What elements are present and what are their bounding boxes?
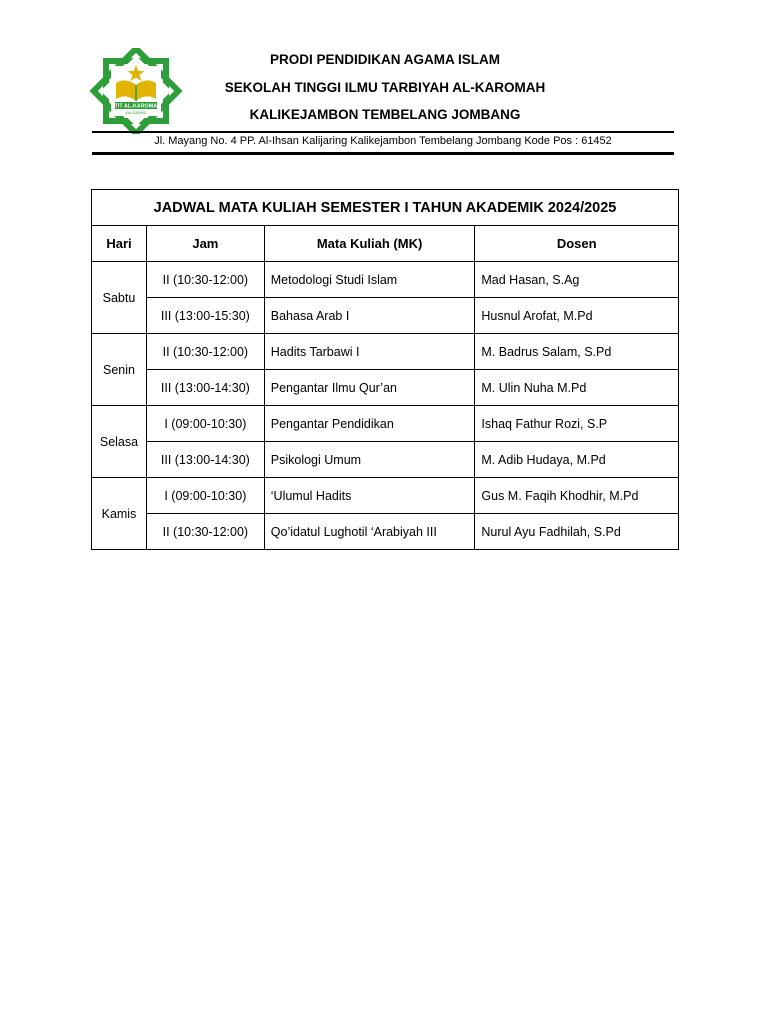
mk-cell: ‘Ulumul Hadits [264,478,475,514]
table-row [92,262,679,298]
day-cell: Sabtu [92,262,147,334]
dosen-cell: M. Adib Hudaya, M.Pd [475,442,679,478]
dosen-cell: Husnul Arofat, M.Pd [475,298,679,334]
day-cell: Senin [92,334,147,406]
jam-cell: III (13:00-14:30) [146,442,264,478]
jam-cell: III (13:00-15:30) [146,298,264,334]
header-location: KALIKEJAMBON TEMBELANG JOMBANG [249,107,521,122]
schedule-table [91,189,679,550]
logo-text-sub: KALIJARING [125,111,147,115]
mk-cell: Bahasa Arab I [264,298,475,334]
header-college: SEKOLAH TINGGI ILMU TARBIYAH AL-KAROMAH [224,80,546,95]
jam-cell: II (10:30-12:00) [146,262,264,298]
dosen-cell: Ishaq Fathur Rozi, S.P [475,406,679,442]
table-row [92,442,679,478]
logo-text-main: STIT AL-KAROMAH [110,103,162,110]
jam-cell: III (13:00-14:30) [146,370,264,406]
header-jam: Jam [146,226,264,262]
table-row [92,514,679,550]
table-row [92,478,679,514]
mk-cell: Psikologi Umum [264,442,475,478]
jam-cell: I (09:00-10:30) [146,478,264,514]
header-divider-thin [92,131,674,133]
dosen-cell: Gus M. Faqih Khodhir, M.Pd [475,478,679,514]
mk-cell: Hadits Tarbawi I [264,334,475,370]
schedule-title: JADWAL MATA KULIAH SEMESTER I TAHUN AKADEMIK 2024/2025 [92,190,679,226]
header-dosen: Dosen [475,226,679,262]
table-row [92,406,679,442]
jam-cell: II (10:30-12:00) [146,514,264,550]
mk-cell: Qo’idatul Lughotil ‘Arabiyah III [264,514,475,550]
table-row [92,334,679,370]
header-hari: Hari [92,226,147,262]
dosen-cell: M. Badrus Salam, S.Pd [475,334,679,370]
header-divider-thick [92,152,674,155]
day-cell: Selasa [92,406,147,478]
header-prodi: PRODI PENDIDIKAN AGAMA ISLAM [269,52,500,67]
dosen-cell: Nurul Ayu Fadhilah, S.Pd [475,514,679,550]
header-mata-kuliah: Mata Kuliah (MK) [264,226,475,262]
jam-cell: I (09:00-10:30) [146,406,264,442]
mk-cell: Pengantar Pendidikan [264,406,475,442]
mk-cell: Metodologi Studi Islam [264,262,475,298]
header-address: Jl. Mayang No. 4 PP. Al-Ihsan Kalijaring Kalikejambon Tembelang Jombang Kode Pos : 61452 [154,135,612,147]
jam-cell: II (10:30-12:00) [146,334,264,370]
dosen-cell: Mad Hasan, S.Ag [475,262,679,298]
day-cell: Kamis [92,478,147,550]
table-row [92,298,679,334]
table-header-row [92,226,679,262]
mk-cell: Pengantar Ilmu Qur’an [264,370,475,406]
dosen-cell: M. Ulin Nuha M.Pd [475,370,679,406]
table-row [92,370,679,406]
